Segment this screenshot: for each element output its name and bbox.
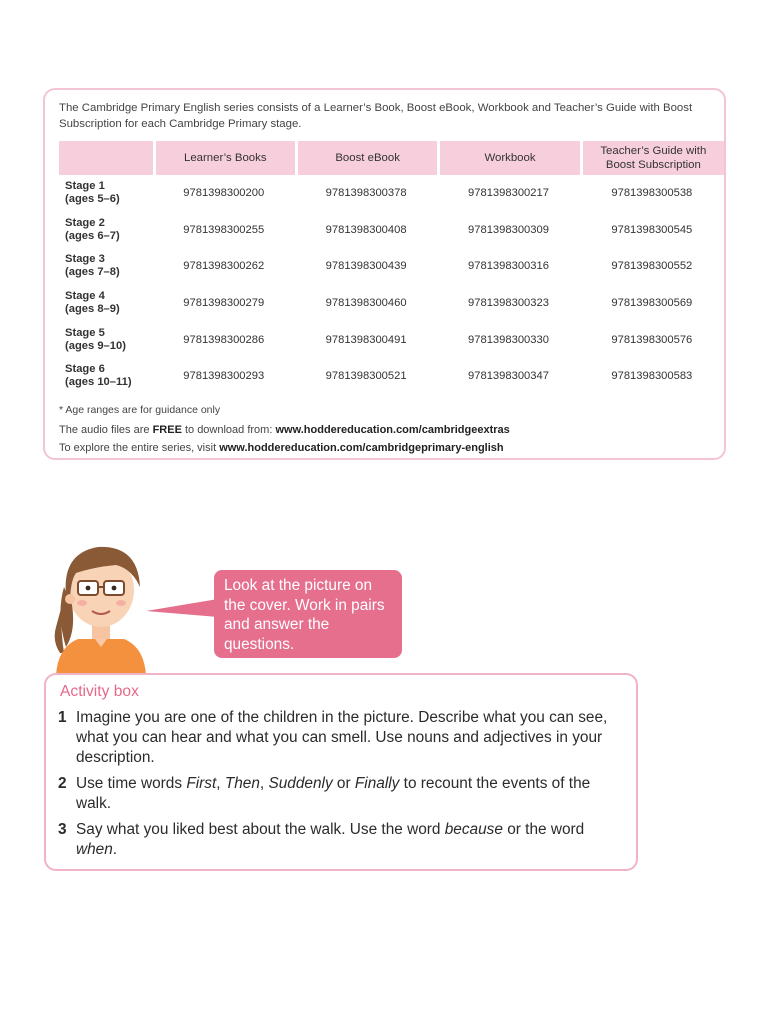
audio-download-line [59,424,510,436]
activity-title: Activity box [60,683,139,700]
stage-ages: (ages 10–11) [65,376,132,389]
stage-ages: (ages 5–6) [65,193,120,206]
audio-free: FREE [152,424,182,436]
table-row [59,321,724,358]
stage-ages: (ages 6–7) [65,229,120,242]
header-workbook: Workbook [437,141,579,175]
isbn-workbook: 9781398300347 [468,370,549,383]
list-item [58,708,626,768]
table-row [59,358,724,395]
audio-prefix: The audio files are [59,424,153,436]
list-item [58,774,626,814]
isbn-table-header [59,141,724,175]
stage-name: Stage 3 [65,253,105,266]
item-text-part: Use time words [76,775,187,792]
word-when: when [76,841,113,858]
explore-url-link[interactable]: www.hoddereducation.com/cambridgeprimary-english [219,442,504,454]
isbn-learners: 9781398300293 [183,370,265,383]
stage-ages: (ages 8–9) [65,303,120,316]
stage-name: Stage 6 [65,363,105,376]
isbn-learners: 9781398300200 [183,187,265,200]
isbn-workbook: 9781398300316 [468,260,549,273]
isbn-boost: 9781398300378 [325,187,407,200]
table-row [59,285,724,322]
isbn-learners: 9781398300255 [183,223,265,236]
activity-box [44,673,638,871]
isbn-teachers: 9781398300569 [611,297,693,310]
time-word-first: First [186,775,217,792]
isbn-teachers: 9781398300552 [611,260,693,273]
isbn-teachers: 9781398300545 [611,223,693,236]
header-stage [59,141,153,175]
stage-ages: (ages 9–10) [65,339,126,352]
explore-prefix: To explore the entire series, visit [59,442,220,454]
table-row [59,212,724,249]
header-teachers-guide: Teacher’s Guide with Boost Subscription [580,141,724,175]
item-text: Imagine you are one of the children in the picture. Describe what you can see, what you can hear and what you can smell. Use nouns and adjectives in your description. [76,709,608,766]
stage-cell [59,285,153,322]
isbn-teachers: 9781398300576 [611,333,693,346]
isbn-boost: 9781398300521 [325,370,407,383]
item-text [76,820,626,860]
stage-name: Stage 1 [65,180,105,193]
isbn-boost: 9781398300491 [325,333,407,346]
stage-cell [59,175,153,212]
item-number: 3 [58,821,67,838]
explore-series-line [59,442,504,454]
isbn-boost: 9781398300439 [325,260,407,273]
stage-cell [59,212,153,249]
speech-bubble-tail [146,597,218,619]
girl-character-illustration [46,535,156,675]
isbn-learners: 9781398300279 [183,297,265,310]
item-text-part: to recount the events of the walk. [76,775,591,812]
stage-cell [59,358,153,395]
time-word-suddenly: Suddenly [268,775,333,792]
item-text [76,774,626,814]
item-text-part: , [259,775,269,792]
activity-list [58,708,626,866]
series-info-box [43,88,726,460]
audio-url-link[interactable]: www.hoddereducation.com/cambridgeextras [275,424,510,436]
isbn-workbook: 9781398300309 [468,223,549,236]
list-item [58,820,626,860]
item-text-part: . [112,841,118,858]
table-row [59,175,724,212]
age-footnote: * Age ranges are for guidance only [59,404,221,416]
time-word-then: Then [224,775,260,792]
isbn-boost: 9781398300408 [325,223,407,236]
isbn-learners: 9781398300286 [183,333,265,346]
header-learners-books: Learner’s Books [153,141,295,175]
series-intro: The Cambridge Primary English series consists of a Learner’s Book, Boost eBook, Workbook and Teacher’s Guide with Boost Subscription for each Cambridge Primary stage. [59,102,693,130]
item-text-part: Say what you liked best about the walk. Use the word [76,821,445,838]
stage-cell [59,321,153,358]
isbn-learners: 9781398300262 [183,260,265,273]
stage-cell [59,248,153,285]
isbn-workbook: 9781398300323 [468,297,549,310]
stage-name: Stage 2 [65,216,105,229]
isbn-teachers: 9781398300538 [611,187,693,200]
stage-name: Stage 4 [65,290,105,303]
audio-middle: to download from: [181,424,276,436]
item-text-part: , [216,775,225,792]
speech-bubble: Look at the picture on the cover. Work in pairs and answer the questions. [214,570,402,658]
time-word-finally: Finally [354,775,400,792]
isbn-boost: 9781398300460 [325,297,407,310]
table-row [59,248,724,285]
item-text-part: or the word [502,821,585,838]
stage-name: Stage 5 [65,326,105,339]
isbn-workbook: 9781398300330 [468,333,549,346]
item-number: 1 [58,709,67,726]
isbn-table [59,141,724,395]
isbn-workbook: 9781398300217 [468,187,549,200]
item-number: 2 [58,775,67,792]
isbn-teachers: 9781398300583 [611,370,693,383]
word-because: because [444,821,503,838]
item-text-part: or [332,775,355,792]
header-boost-ebook: Boost eBook [295,141,437,175]
stage-ages: (ages 7–8) [65,266,120,279]
